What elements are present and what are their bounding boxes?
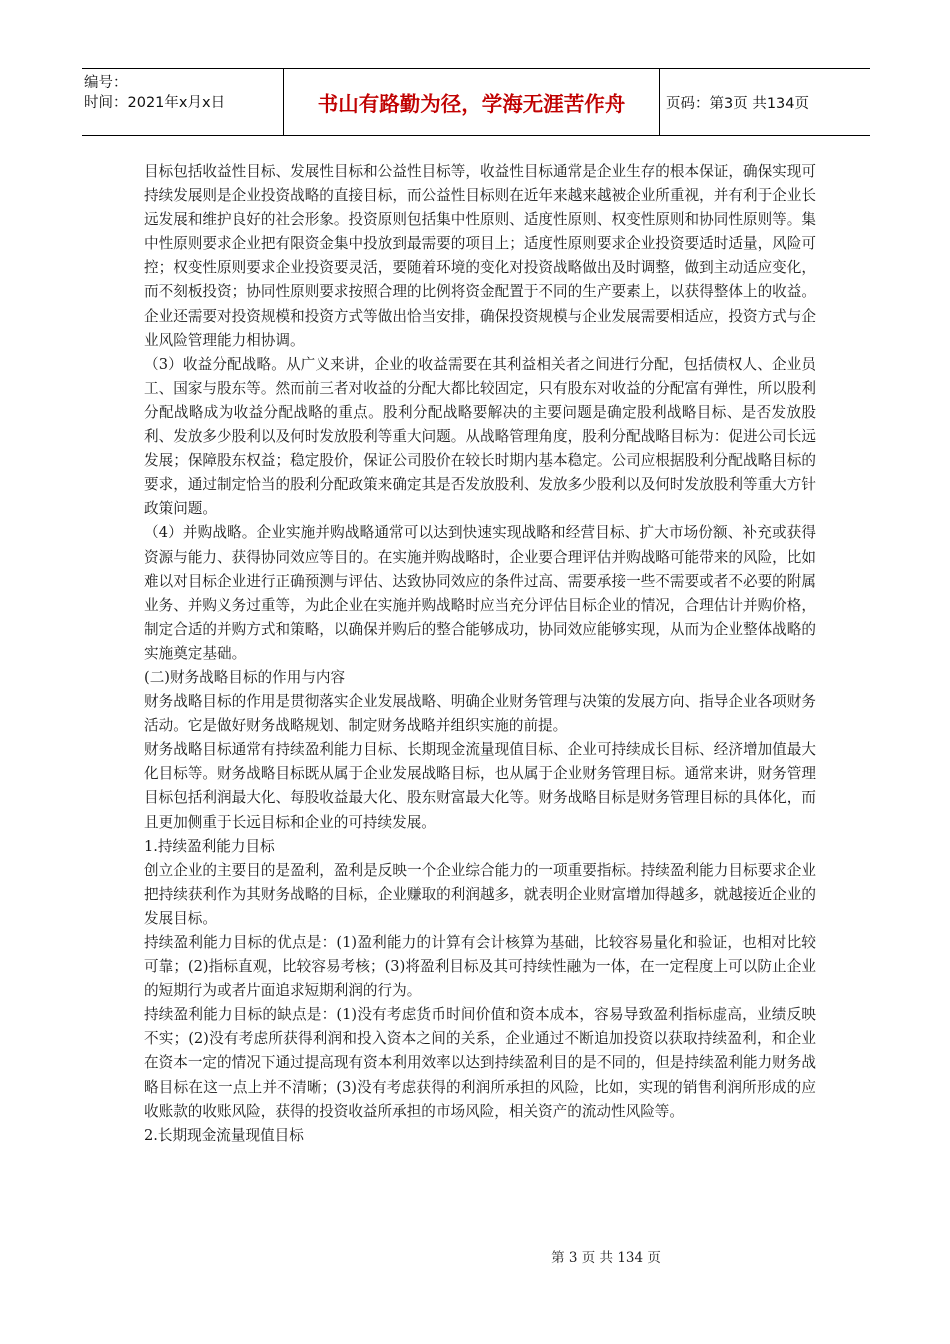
paragraph: 创立企业的主要目的是盈利，盈利是反映一个企业综合能力的一项重要指标。持续盈利能力目标要求企业把持续获利作为其财务战略的目标，企业赚取的利润越多，就表明企业财富增加得越多，就越接近企业的发展目标。 xyxy=(144,861,816,927)
document-number-label: 编号： xyxy=(84,75,128,91)
paragraph: 持续盈利能力目标的缺点是：(1)没有考虑货币时间价值和资本成本，容易导致盈利指标虚高，业绩反映不实；(2)没有考虑所获得利润和投入资本之间的关系，企业通过不断追加投资以获取持续盈利，和企业在资本一定的情况下通过提高现有资本利用效率以达到持续盈利目的是不同的，但是持续盈利能力财务战略目标在这一点上并不清晰；(3)没有考虑获得的利润所承担的风险，比如，实现的销售利润所形成的应收账款的收账风险，获得的投资收益所承担的市场风险，相关资产的流动性风险等。 xyxy=(144,1006,816,1120)
section-heading: (二)财务战略目标的作用与内容 xyxy=(144,668,346,686)
paragraph: 持续盈利能力目标的优点是：(1)盈利能力的计算有会计核算为基础，比较容易量化和验证，也相对比较可靠；(2)指标直观，比较容易考核；(3)将盈利目标及其可持续性融为一体，在一定程度上可以防止企业的短期行为或者片面追求短期利润的行为。 xyxy=(144,934,816,1000)
header-motto: 书山有路勤为径，学海无涯苦作舟 xyxy=(284,69,660,135)
paragraph: （3）收益分配战略。从广义来讲，企业的收益需要在其利益相关者之间进行分配，包括债权人、企业员工、国家与股东等。然而前三者对收益的分配大都比较固定，只有股东对收益的分配富有弹性，所以股利分配战略成为收益分配战略的重点。股利分配战略要解决的主要问题是确定股利战略目标、是否发放股利、发放多少股利以及何时发放股利等重大问题。从战略管理角度，股利分配战略目标为：促进公司长远发展；保障股东权益；稳定股价，保证公司股价在较长时期内基本稳定。公司应根据股利分配战略目标的要求，通过制定恰当的股利分配政策来确定其是否发放股利、发放多少股利以及何时发放股利等重大方针政策问题。 xyxy=(144,355,816,518)
footer-page-number: 第 3 页 共 134 页 xyxy=(551,1250,661,1266)
subsection-heading: 2.长期现金流量现值目标 xyxy=(144,1126,304,1144)
paragraph: 目标包括收益性目标、发展性目标和公益性目标等，收益性目标通常是企业生存的根本保证，确保实现可持续发展则是企业投资战略的直接目标，而公益性目标则在近年来越来越被企业所重视，并有利于企业长远发展和维护良好的社会形象。投资原则包括集中性原则、适度性原则、权变性原则和协同性原则等。集中性原则要求企业把有限资金集中投放到最需要的项目上；适度性原则要求企业投资要适时适量，风险可控；权变性原则要求企业投资要灵活，要随着环境的变化对投资战略做出及时调整，做到主动适应变化，而不刻板投资；协同性原则要求按照合理的比例将资金配置于不同的生产要素上，以获得整体上的收益。企业还需要对投资规模和投资方式等做出恰当安排，确保投资规模与企业发展需要相适应，投资方式与企业风险管理能力相协调。 xyxy=(144,163,816,349)
document-body xyxy=(144,160,816,1148)
header-page-info: 页码：第3页 共134页 xyxy=(666,95,810,112)
page-header xyxy=(82,68,870,136)
page-footer xyxy=(0,1246,950,1266)
document-time-label: 时间：2021年x月x日 xyxy=(84,95,226,111)
paragraph: 财务战略目标通常有持续盈利能力目标、长期现金流量现值目标、企业可持续成长目标、经济增加值最大化目标等。财务战略目标既从属于企业发展战略目标，也从属于企业财务管理目标。通常来讲，财务管理目标包括利润最大化、每股收益最大化、股东财富最大化等。财务战略目标是财务管理目标的具体化，而且更加侧重于长远目标和企业的可持续发展。 xyxy=(144,741,816,831)
header-meta-cell xyxy=(82,69,284,135)
paragraph: （4）并购战略。企业实施并购战略通常可以达到快速实现战略和经营目标、扩大市场份额、补充或获得资源与能力、获得协同效应等目的。在实施并购战略时，企业要合理评估并购战略可能带来的风险，比如难以对目标企业进行正确预测与评估、达致协同效应的条件过高、需要承接一些不需要或者不必要的附属业务、并购义务过重等，为此企业在实施并购战略时应当充分评估目标企业的情况，合理估计并购价格，制定合适的并购方式和策略，以确保并购后的整合能够成功，协同效应能够实现，从而为企业整体战略的实施奠定基础。 xyxy=(144,524,816,662)
paragraph: 财务战略目标的作用是贯彻落实企业发展战略、明确企业财务管理与决策的发展方向、指导企业各项财务活动。它是做好财务战略规划、制定财务战略并组织实施的前提。 xyxy=(144,693,816,735)
subsection-heading: 1.持续盈利能力目标 xyxy=(144,837,275,855)
